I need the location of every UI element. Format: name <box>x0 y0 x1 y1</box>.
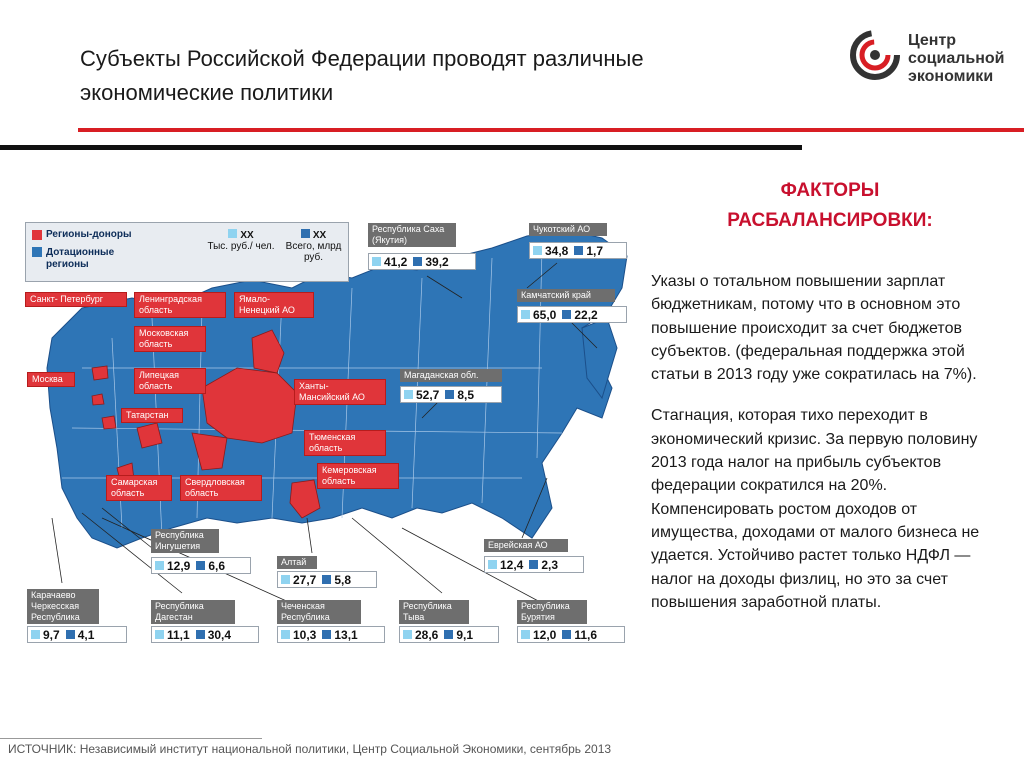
donor-label: Ханты- Мансийский АО <box>294 379 386 405</box>
logo-mark-icon <box>850 28 904 82</box>
region-values <box>27 626 127 643</box>
donor-label: Москва <box>27 372 75 387</box>
per-capita-value: 27,7 <box>293 572 317 587</box>
region-values <box>517 306 627 323</box>
page-title: Субъекты Российской Федерации проводят различные экономические политики <box>80 46 644 105</box>
region-values <box>517 626 625 643</box>
per-capita-value: 10,3 <box>293 627 317 642</box>
per-capita-value: 12,0 <box>533 627 557 642</box>
total-value: 11,6 <box>574 627 598 642</box>
logo-text-line: социальной <box>908 50 1005 67</box>
total-value: 6,6 <box>208 558 226 573</box>
factor-paragraph: Указы о тотальном повышении зарплат бюджетникам, потому что в основном это повышение происходит за счет бюджетов субъектов. (федеральная поддержка этой статьи в 2013 году уже сократилась на 7%). <box>651 273 977 384</box>
company-logo <box>850 28 1020 88</box>
legend-donor: Регионы-доноры <box>46 229 132 240</box>
region-label: Республика Ингушетия <box>151 529 219 553</box>
region-values <box>277 626 385 643</box>
logo-text-line: экономики <box>908 68 994 85</box>
donor-swatch <box>32 230 42 240</box>
region-values <box>368 253 476 270</box>
region-label: Камчатский край <box>517 289 615 302</box>
total-value: 4,1 <box>77 627 95 642</box>
region-values <box>400 386 502 403</box>
russia-regions-map <box>22 218 632 650</box>
legend-subsidized: Дотационные регионы <box>46 247 115 270</box>
factors-body <box>651 270 981 632</box>
total-value: 30,4 <box>207 627 232 642</box>
region-label: Чеченская Республика <box>277 600 361 624</box>
total-value: 13,1 <box>334 627 358 642</box>
total-value: 5,8 <box>334 572 352 587</box>
total-swatch <box>301 229 310 238</box>
legend-light-label: XX <box>240 230 254 241</box>
total-value: 9,1 <box>456 627 474 642</box>
region-label: Республика Тыва <box>399 600 469 624</box>
region-values <box>399 626 499 643</box>
subsidized-swatch <box>32 247 42 257</box>
total-value: 2,3 <box>541 557 559 572</box>
header-divider-black <box>0 145 802 150</box>
per-capita-value: 41,2 <box>384 254 408 269</box>
per-capita-value: 9,7 <box>43 627 60 642</box>
donor-label: Свердловская область <box>180 475 262 501</box>
factors-heading <box>650 176 1010 236</box>
donor-label: Московская область <box>134 326 206 352</box>
total-value: 39,2 <box>425 254 449 269</box>
donor-label: Липецкая область <box>134 368 206 394</box>
donor-label: Татарстан <box>121 408 183 423</box>
legend-light-unit: Тыс. руб./ чел. <box>207 241 275 252</box>
legend-dark-label: XX <box>312 230 327 241</box>
logo-text-line: Центр <box>908 32 957 49</box>
region-values <box>484 556 584 573</box>
region-label: Магаданская обл. <box>400 369 502 382</box>
per-capita-value: 11,1 <box>167 627 190 642</box>
per-capita-value: 12,4 <box>500 557 524 572</box>
per-capita-value: 52,7 <box>416 387 440 402</box>
donor-label: Самарская область <box>106 475 172 501</box>
per-capita-value: 28,6 <box>415 627 439 642</box>
total-value: 1,7 <box>586 243 604 258</box>
legend-dark-unit: Всего, млрд руб. <box>285 241 342 263</box>
map-legend <box>25 222 349 282</box>
per-capita-value: 65,0 <box>533 307 557 322</box>
region-values <box>151 557 251 574</box>
total-value: 8,5 <box>457 387 475 402</box>
region-values <box>151 626 259 643</box>
donor-label: Санкт- Петербург <box>25 292 127 307</box>
region-values <box>277 571 377 588</box>
donor-label: Кемеровская область <box>317 463 399 489</box>
region-label: Еврейская АО <box>484 539 568 552</box>
per-capita-value: 34,8 <box>545 243 569 258</box>
region-label: Республика Саха (Якутия) <box>368 223 456 247</box>
region-label: Чукотский АО <box>529 223 607 236</box>
donor-label: Тюменская область <box>304 430 386 456</box>
source-note: ИСТОЧНИК: Независимый институт национальной политики, Центр Социальной Экономики, сентябрь 2013 <box>8 742 612 756</box>
region-label: Карачаево Черкесская Республика <box>27 589 99 624</box>
region-label: Республика Дагестан <box>151 600 235 624</box>
total-value: 22,2 <box>574 307 598 322</box>
header-divider-red <box>78 128 1024 132</box>
region-values <box>529 242 627 259</box>
region-label: Алтай <box>277 556 317 569</box>
factors-heading-line: ФАКТОРЫ <box>780 180 880 201</box>
footer-divider <box>0 738 262 739</box>
donor-label: Ямало- Ненецкий АО <box>234 292 314 318</box>
region-label: Республика Бурятия <box>517 600 587 624</box>
donor-label: Ленинградская область <box>134 292 226 318</box>
factors-heading-line: РАСБАЛАНСИРОВКИ: <box>727 210 933 231</box>
factor-paragraph: Стагнация, которая тихо переходит в экономический кризис. За первую половину 2013 года налог на прибыль субъектов федерации сократился на 20%. Компенсировать ростом доходов от имущества, доходами от малого бизнеса не удается. Устойчиво растет только НДФЛ — налог на доходы физлиц, но это за счет повышения заработной платы. <box>651 407 980 611</box>
per-capita-value: 12,9 <box>167 558 191 573</box>
per-capita-swatch <box>228 229 237 238</box>
